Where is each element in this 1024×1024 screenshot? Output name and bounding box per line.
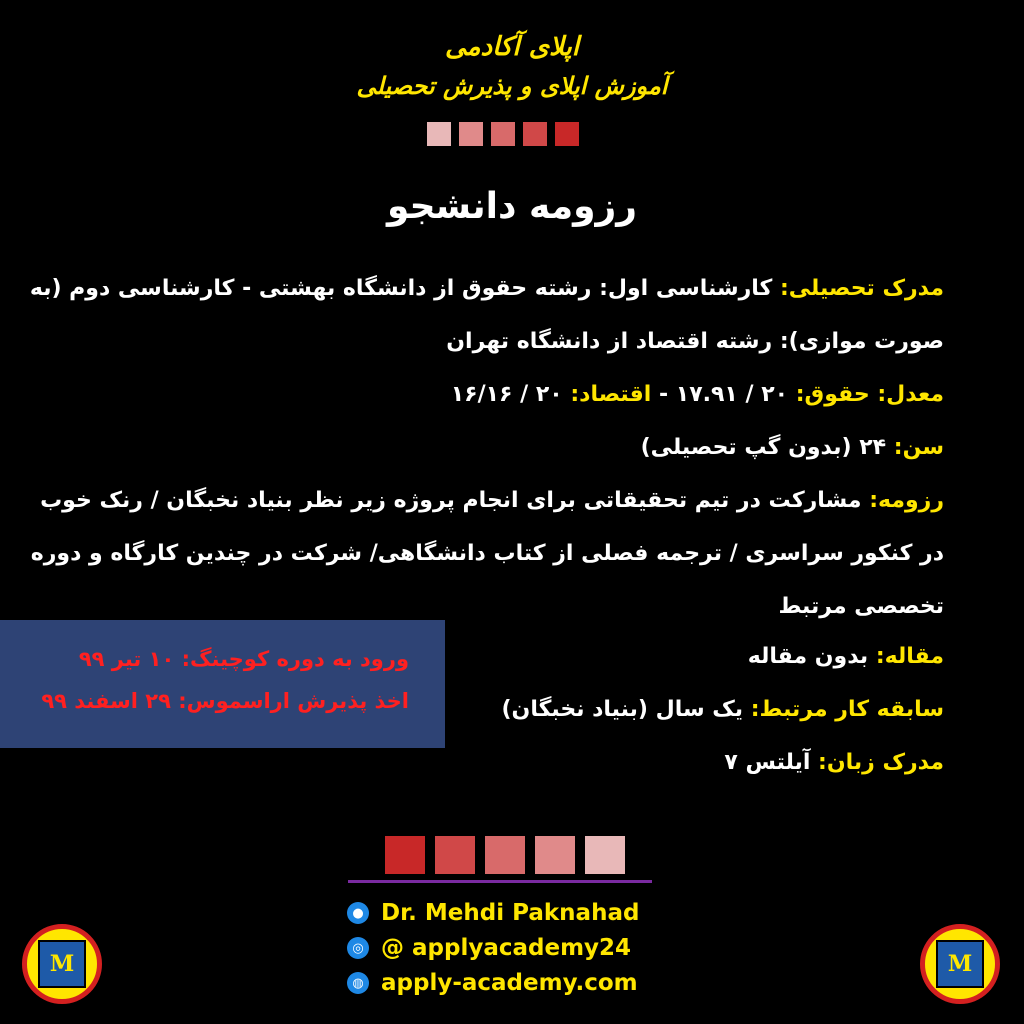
contact-website[interactable]: apply-academy.com: [381, 970, 638, 996]
degree-key: مدرک تحصیلی:: [780, 276, 944, 301]
apply-academy-logo-left: [22, 924, 102, 1004]
swatch: [427, 122, 451, 146]
top-color-swatches: [427, 122, 579, 146]
resume-short-lines: [444, 630, 944, 789]
article-key: مقاله:: [875, 644, 944, 669]
cv-key: رزومه:: [869, 488, 944, 513]
swatch: [555, 122, 579, 146]
age-key: سن:: [893, 435, 944, 460]
gpa-econ-key: اقتصاد:: [570, 382, 652, 407]
swatch: [491, 122, 515, 146]
contact-website-row[interactable]: [347, 970, 638, 996]
experience-value: یک سال (بنیاد نخبگان): [501, 697, 744, 722]
swatch: [459, 122, 483, 146]
brand-title: اپلای آکادمی: [444, 32, 580, 62]
erasmus-admission-date: اخذ پذیرش اراسموس: ۲۹ اسفند ۹۹: [41, 689, 409, 713]
degree-value: کارشناسی اول: رشته حقوق از دانشگاه بهشتی - کارشناسی دوم (به صورت موازی): رشته اقتصاد از دانشگاه تهران: [29, 276, 944, 354]
age-line: [24, 421, 944, 474]
dates-box: [0, 620, 445, 748]
gpa-law-key: حقوق:: [795, 382, 870, 407]
divider: [348, 880, 652, 883]
language-key: مدرک زبان:: [818, 750, 944, 775]
logo-mark-icon: M: [936, 940, 984, 988]
bottom-color-swatches: [385, 836, 625, 874]
gpa-econ-value: ۲۰ / ۱۶/۱۶: [450, 382, 563, 407]
gpa-law-value: ۲۰ / ۱۷.۹۱ -: [651, 382, 789, 407]
logo-mark-icon: M: [38, 940, 86, 988]
language-value: آیلتس ۷: [724, 750, 811, 775]
swatch: [535, 836, 575, 874]
contact-name-row: [347, 900, 639, 926]
user-icon: ●: [347, 902, 369, 924]
degree-line: [24, 262, 944, 368]
brand-subtitle: آموزش اپلای و پذیرش تحصیلی: [356, 72, 668, 100]
swatch: [385, 836, 425, 874]
coaching-entry-date: ورود به دوره کوچینگ: ۱۰ تیر ۹۹: [78, 647, 409, 671]
contact-instagram-row[interactable]: [347, 935, 631, 961]
contact-name: Dr. Mehdi Paknahad: [381, 900, 640, 926]
experience-line: [444, 683, 944, 736]
cv-line: [24, 474, 944, 633]
language-line: [444, 736, 944, 789]
apply-academy-logo-right: [920, 924, 1000, 1004]
globe-icon: ◍: [347, 972, 369, 994]
swatch: [485, 836, 525, 874]
gpa-key: معدل:: [877, 382, 944, 407]
swatch: [585, 836, 625, 874]
article-line: [444, 630, 944, 683]
age-value: ۲۴ (بدون گپ تحصیلی): [640, 435, 887, 460]
instagram-icon: ◎: [347, 937, 369, 959]
swatch: [523, 122, 547, 146]
experience-key: سابقه کار مرتبط:: [750, 697, 944, 722]
resume-body: [24, 262, 944, 633]
swatch: [435, 836, 475, 874]
cv-value: مشارکت در تیم تحقیقاتی برای انجام پروژه زیر نظر بنیاد نخبگان / رنک خوب در کنکور سراسری / ترجمه فصلی از کتاب دانشگاهی/ شرکت در چندین کارگاه و دوره تخصصی مرتبط: [30, 488, 944, 619]
contact-instagram[interactable]: @ applyacademy24: [381, 935, 632, 961]
gpa-line: [24, 368, 944, 421]
resume-title: رزومه دانشجو: [387, 186, 637, 227]
article-value: بدون مقاله: [747, 644, 869, 669]
